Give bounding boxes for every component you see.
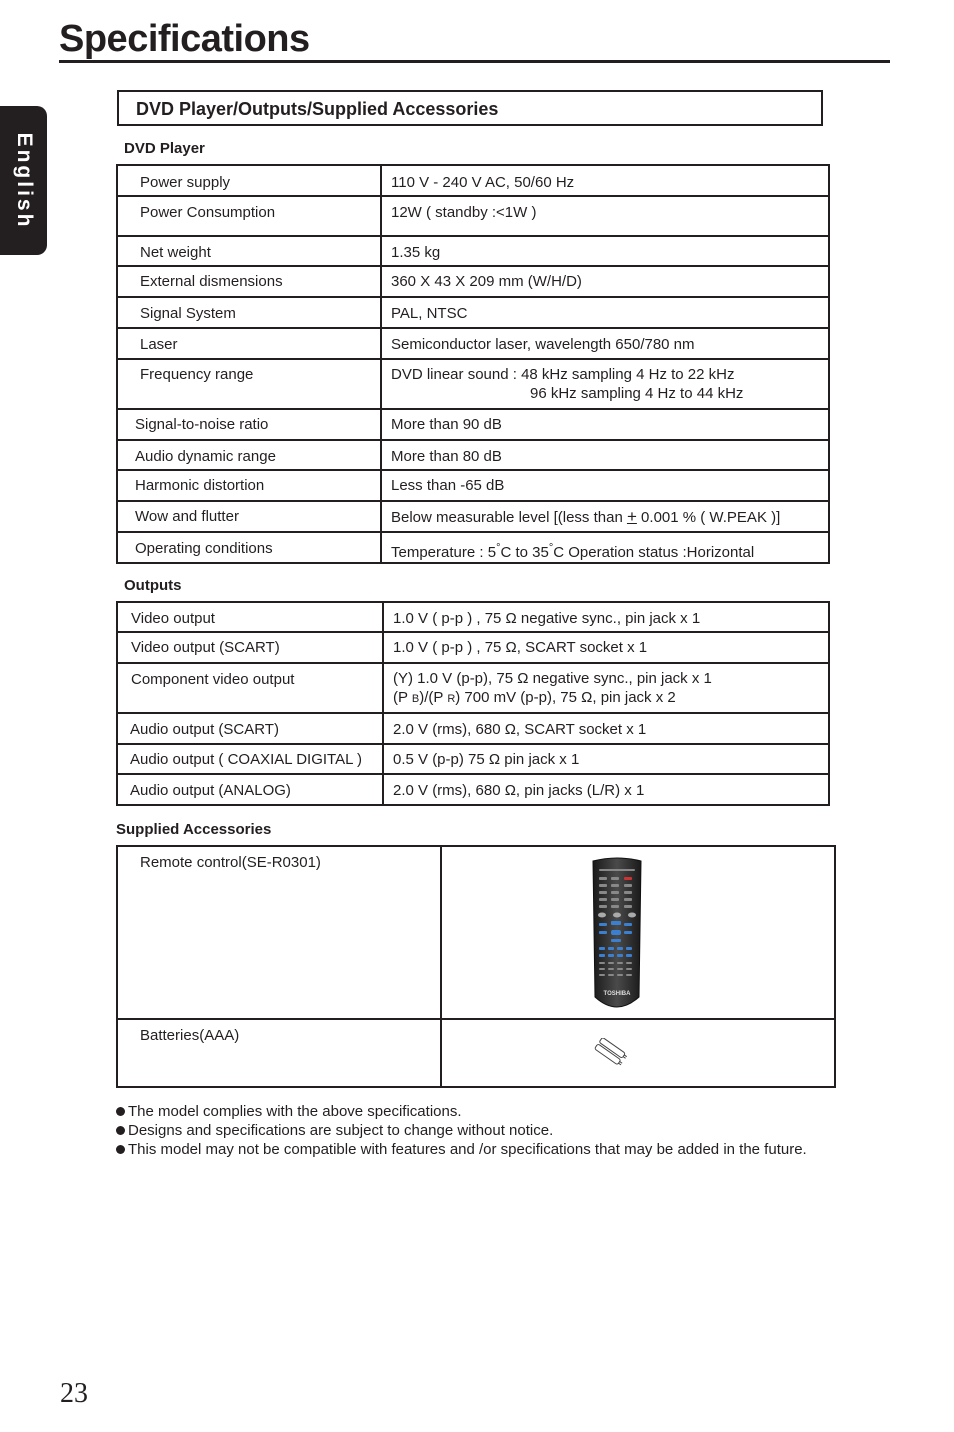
table-row bbox=[117, 532, 829, 563]
table-row bbox=[117, 236, 829, 266]
accessories-heading: Supplied Accessories bbox=[116, 821, 272, 838]
remote-control-image bbox=[587, 857, 647, 1013]
table-row bbox=[117, 713, 829, 744]
spec-value bbox=[381, 359, 829, 409]
section-title-box bbox=[117, 90, 823, 126]
spec-value: 360 X 43 X 209 mm (W/H/D) bbox=[381, 266, 829, 297]
spec-label: Signal System bbox=[117, 297, 381, 328]
spec-label: Laser bbox=[117, 328, 381, 359]
language-tab bbox=[0, 106, 47, 255]
spec-label: Net weight bbox=[117, 236, 381, 266]
wow-text-b: 0.001 % ( W.PEAK )] bbox=[636, 509, 781, 526]
spec-value: More than 80 dB bbox=[381, 440, 829, 470]
table-row bbox=[117, 1019, 835, 1087]
table-row bbox=[117, 266, 829, 297]
table-row bbox=[117, 744, 829, 774]
spec-label: Audio output ( COAXIAL DIGITAL ) bbox=[117, 744, 383, 774]
spec-value bbox=[381, 532, 829, 563]
accessory-label: Batteries(AAA) bbox=[117, 1019, 441, 1087]
table-row bbox=[117, 632, 829, 663]
spec-label: Harmonic distortion bbox=[117, 470, 381, 501]
list-item bbox=[116, 1140, 807, 1159]
component-sub-r: R bbox=[447, 693, 456, 705]
component-text-c: )/(P bbox=[419, 689, 448, 706]
table-row bbox=[117, 196, 829, 236]
spec-value: PAL, NTSC bbox=[381, 297, 829, 328]
spec-label: External dismensions bbox=[117, 266, 381, 297]
note-text: Designs and specifications are subject to change without notice. bbox=[128, 1122, 554, 1139]
component-line-2 bbox=[393, 688, 828, 709]
table-row bbox=[117, 602, 829, 632]
note-text: The model complies with the above specifications. bbox=[128, 1103, 462, 1120]
spec-value: 2.0 V (rms), 680 Ω, pin jacks (L/R) x 1 bbox=[383, 774, 829, 805]
notes-list bbox=[116, 1102, 807, 1159]
table-row bbox=[117, 440, 829, 470]
spec-label: Operating conditions bbox=[117, 532, 381, 563]
component-text-e: ) 700 mV (p-p), 75 Ω, pin jack x 2 bbox=[455, 689, 676, 706]
table-row bbox=[117, 470, 829, 501]
table-row bbox=[117, 297, 829, 328]
accessory-label: Remote control(SE-R0301) bbox=[117, 846, 441, 1019]
list-item bbox=[116, 1121, 807, 1140]
spec-label: Component video output bbox=[117, 663, 383, 713]
outputs-heading: Outputs bbox=[124, 577, 182, 594]
spec-value: 110 V - 240 V AC, 50/60 Hz bbox=[381, 165, 829, 196]
table-row bbox=[117, 846, 835, 1019]
language-tab-label: English bbox=[12, 132, 36, 229]
component-sub-b: B bbox=[411, 693, 420, 705]
bullet-icon bbox=[116, 1126, 125, 1135]
spec-value: More than 90 dB bbox=[381, 409, 829, 440]
degree-symbol: ° bbox=[548, 542, 554, 554]
frequency-line-2: 96 kHz sampling 4 Hz to 44 kHz bbox=[530, 385, 744, 402]
remote-brand-text: TOSHIBA bbox=[603, 991, 631, 997]
table-row bbox=[117, 663, 829, 713]
table-row bbox=[117, 501, 829, 532]
temp-text-c: C Operation status :Horizontal bbox=[553, 544, 755, 561]
dvd-player-heading: DVD Player bbox=[124, 140, 205, 157]
bullet-icon bbox=[116, 1107, 125, 1116]
component-text-a: (P bbox=[393, 689, 412, 706]
accessory-image-cell bbox=[441, 846, 835, 1019]
title-rule bbox=[59, 60, 890, 63]
table-row bbox=[117, 409, 829, 440]
spec-value: 12W ( standby :<1W ) bbox=[381, 196, 829, 236]
spec-value bbox=[381, 501, 829, 532]
wow-text-a: Below measurable level [(less than bbox=[391, 509, 627, 526]
frequency-line-1: DVD linear sound : 48 kHz sampling 4 Hz to 22 kHz bbox=[391, 366, 735, 383]
table-row bbox=[117, 165, 829, 196]
spec-label: Video output bbox=[117, 602, 383, 632]
spec-label: Power supply bbox=[117, 165, 381, 196]
spec-value bbox=[383, 663, 829, 713]
component-line-1: (Y) 1.0 V (p-p), 75 Ω negative sync., pin jack x 1 bbox=[393, 670, 712, 687]
spec-label: Audio dynamic range bbox=[117, 440, 381, 470]
accessories-table bbox=[116, 845, 836, 1088]
spec-value: Semiconductor laser, wavelength 650/780 nm bbox=[381, 328, 829, 359]
spec-label: Video output (SCART) bbox=[117, 632, 383, 663]
spec-label: Wow and flutter bbox=[117, 501, 381, 532]
spec-label: Signal-to-noise ratio bbox=[117, 409, 381, 440]
degree-symbol: ° bbox=[496, 542, 501, 554]
spec-value: 1.0 V ( p-p ) , 75 Ω negative sync., pin jack x 1 bbox=[383, 602, 829, 632]
bullet-icon bbox=[116, 1145, 125, 1154]
spec-label: Audio output (SCART) bbox=[117, 713, 383, 744]
list-item bbox=[116, 1102, 807, 1121]
note-text: This model may not be compatible with features and /or specifications that may be added in the future. bbox=[128, 1141, 807, 1158]
section-title: DVD Player/Outputs/Supplied Accessories bbox=[136, 99, 499, 119]
spec-label: Audio output (ANALOG) bbox=[117, 774, 383, 805]
spec-value: 0.5 V (p-p) 75 Ω pin jack x 1 bbox=[383, 744, 829, 774]
dvd-player-table bbox=[116, 164, 830, 564]
spec-label: Power Consumption bbox=[117, 196, 381, 236]
outputs-table bbox=[116, 601, 830, 806]
page-number: 23 bbox=[60, 1378, 88, 1409]
spec-label: Frequency range bbox=[117, 359, 381, 409]
spec-value: 1.0 V ( p-p ) , 75 Ω, SCART socket x 1 bbox=[383, 632, 829, 663]
table-row bbox=[117, 359, 829, 409]
spec-value: 1.35 kg bbox=[381, 236, 829, 266]
table-row bbox=[117, 328, 829, 359]
temp-text-a: Temperature : 5 bbox=[391, 544, 497, 561]
page-title: Specifications bbox=[59, 18, 310, 60]
table-row bbox=[117, 774, 829, 805]
batteries-image bbox=[593, 1038, 629, 1068]
temp-text-b: C to 35 bbox=[500, 544, 549, 561]
accessory-image-cell bbox=[441, 1019, 835, 1087]
plus-minus-symbol: + bbox=[626, 507, 637, 526]
spec-value: 2.0 V (rms), 680 Ω, SCART socket x 1 bbox=[383, 713, 829, 744]
spec-value: Less than -65 dB bbox=[381, 470, 829, 501]
